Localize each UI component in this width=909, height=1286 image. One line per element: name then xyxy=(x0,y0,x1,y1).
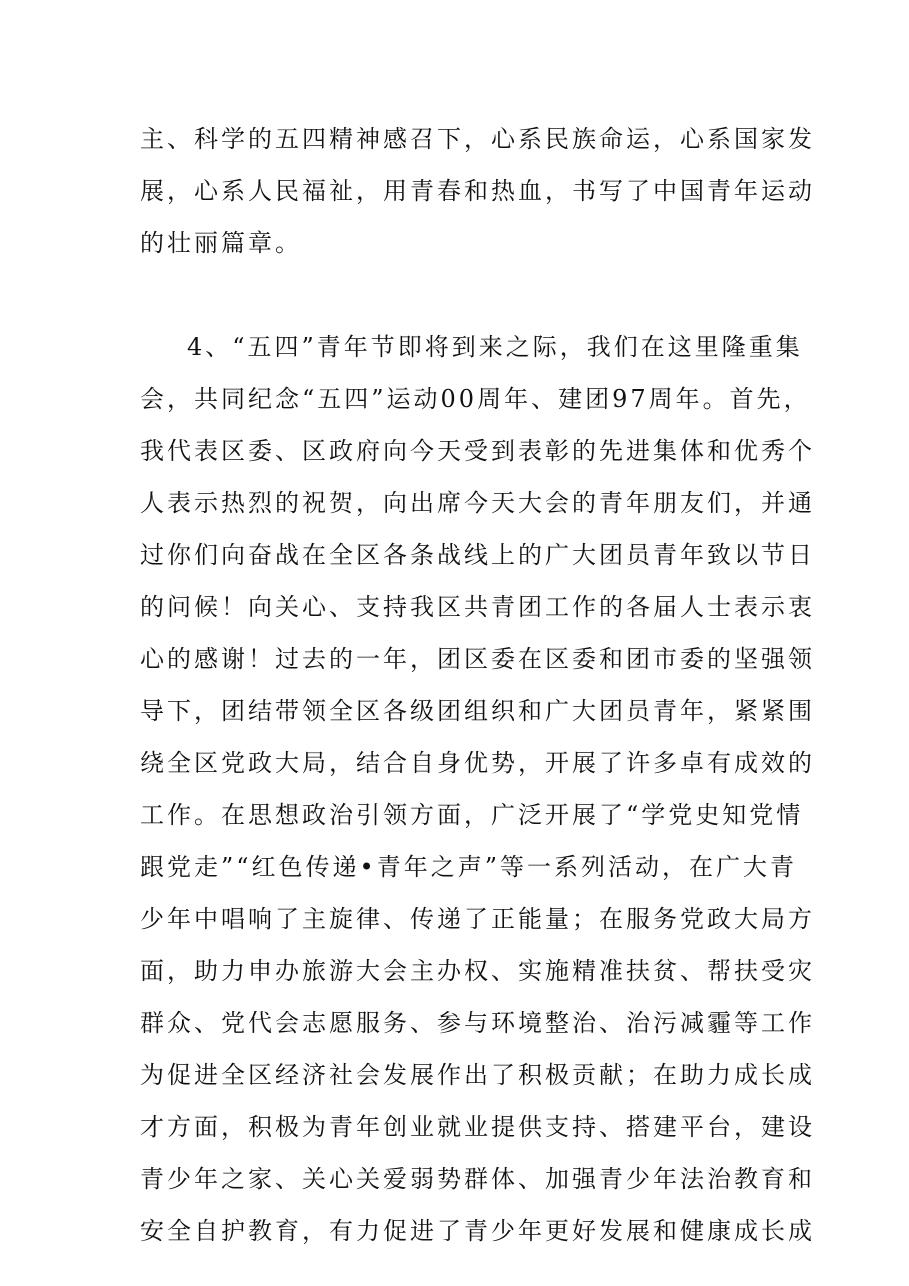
paragraph-2-line: 安全自护教育，有力促进了青少年更好发展和健康成长成 xyxy=(140,1217,815,1245)
paragraph-2-line: 少年中唱响了主旋律、传递了正能量；在服务党政大局方 xyxy=(140,905,815,933)
paragraph-2-line: 人表示热烈的祝贺，向出席今天大会的青年朋友们，并通 xyxy=(140,489,815,517)
paragraph-2-line: 工作。在思想政治引领方面，广泛开展了“学党史知党情 xyxy=(140,801,804,829)
paragraph-1-line: 展，心系人民福祉，用青春和热血，书写了中国青年运动 xyxy=(140,177,815,205)
paragraph-2-line: 面，助力申办旅游大会主办权、实施精准扶贫、帮扶受灾 xyxy=(140,957,815,985)
paragraph-2-line: 会，共同纪念“五四”运动00周年、建团97周年。首先， xyxy=(140,385,811,413)
paragraph-2-line: 跟党走”“红色传递•青年之声”等一系列活动，在广大青 xyxy=(140,853,797,881)
paragraph-2-line: 青少年之家、关心关爱弱势群体、加强青少年法治教育和 xyxy=(140,1165,815,1193)
paragraph-2-line: 4、“五四”青年节即将到来之际，我们在这里隆重集 xyxy=(187,333,803,361)
paragraph-1-line: 主、科学的五四精神感召下，心系民族命运，心系国家发 xyxy=(140,125,815,153)
paragraph-2-line: 导下，团结带领全区各级团组织和广大团员青年，紧紧围 xyxy=(140,697,815,725)
paragraph-2-line: 为促进全区经济社会发展作出了积极贡献；在助力成长成 xyxy=(140,1061,815,1089)
paragraph-2-line: 我代表区委、区政府向今天受到表彰的先进集体和优秀个 xyxy=(140,437,815,465)
paragraph-2-line: 过你们向奋战在全区各条战线上的广大团员青年致以节日 xyxy=(140,541,815,569)
paragraph-1-line: 的壮丽篇章。 xyxy=(140,229,302,257)
paragraph-2-line: 绕全区党政大局，结合自身优势，开展了许多卓有成效的 xyxy=(140,749,815,777)
paragraph-2-line: 群众、党代会志愿服务、参与环境整治、治污减霾等工作 xyxy=(140,1009,815,1037)
paragraph-2-line: 才方面，积极为青年创业就业提供支持、搭建平台，建设 xyxy=(140,1113,815,1141)
paragraph-2-line: 心的感谢！过去的一年，团区委在区委和团市委的坚强领 xyxy=(140,645,815,673)
paragraph-2-line: 的问候！向关心、支持我区共青团工作的各届人士表示衷 xyxy=(140,593,815,621)
